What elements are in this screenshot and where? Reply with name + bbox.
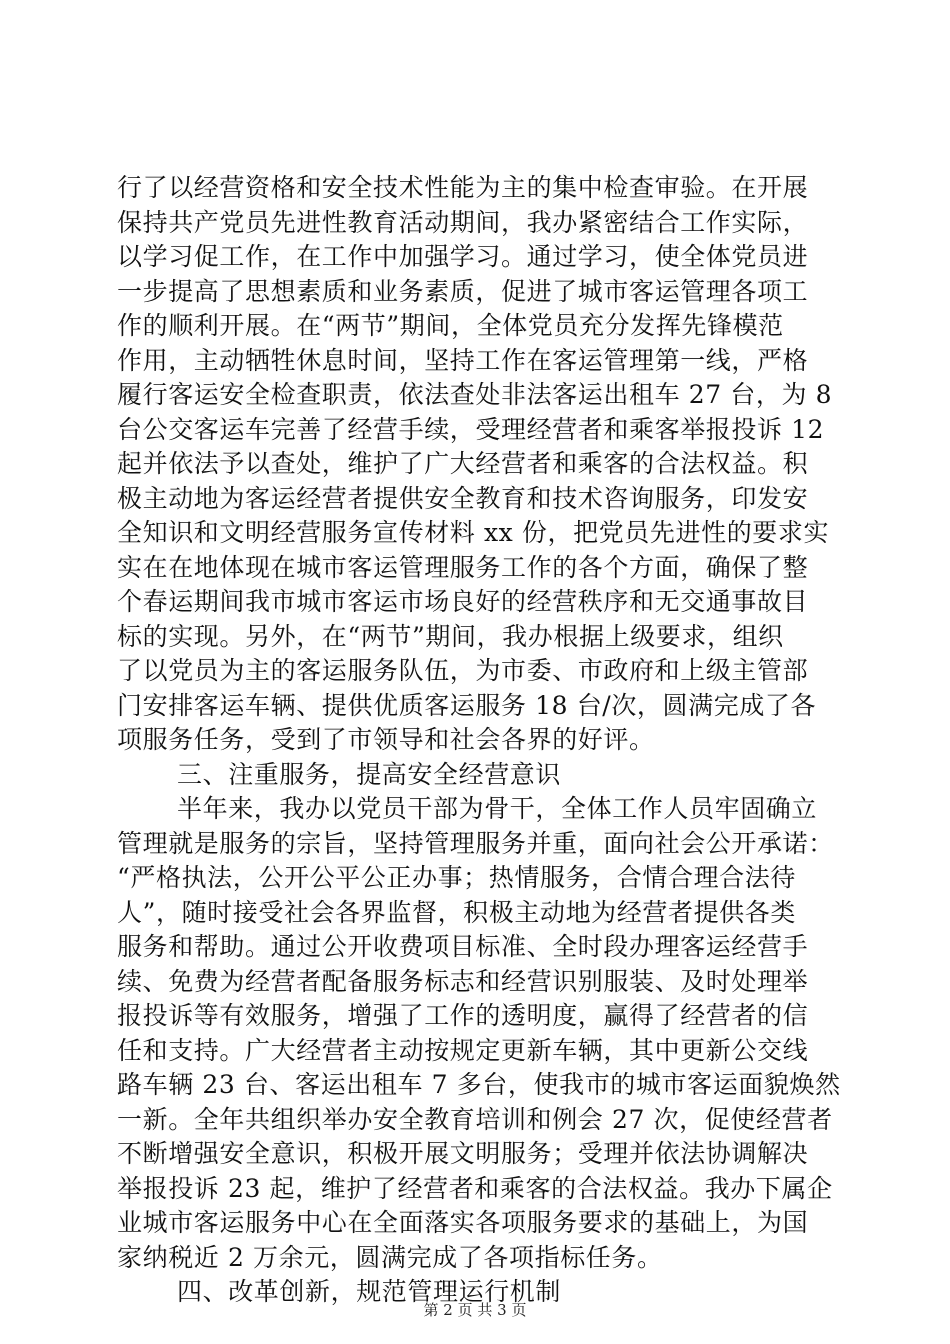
text-line: 台公交客运车完善了经营手续，受理经营者和乘客举报投诉 12 <box>117 414 825 444</box>
text-line: 个春运期间我市城市客运市场良好的经营秩序和无交通事故目 <box>117 587 809 616</box>
text-line: 不断增强安全意识，积极开展文明服务；受理并依法协调解决 <box>117 1139 809 1168</box>
text-line: 人”，随时接受社会各界监督，积极主动地为经营者提供各类 <box>117 897 796 927</box>
text-line: 极主动地为客运经营者提供安全教育和技术咨询服务，印发安 <box>117 483 809 513</box>
text-line: 作用，主动牺牲休息时间，坚持工作在客运管理第一线，严格 <box>117 345 809 375</box>
paragraph-heading-line: 三、注重服务，提高安全经营意识 <box>177 759 562 789</box>
text-line: 任和支持。广大经营者主动按规定更新车辆，其中更新公交线 <box>117 1035 809 1065</box>
text-line: 管理就是服务的宗旨，坚持管理服务并重，面向社会公开承诺： <box>117 828 834 858</box>
page-footer: 第 2 页 共 3 页 <box>423 1301 527 1319</box>
paragraph-heading-line: 四、改革创新，规范管理运行机制 <box>177 1277 562 1306</box>
text-line: 以学习促工作，在工作中加强学习。通过学习，使全体党员进 <box>117 242 809 271</box>
text-line: 业城市客运服务中心在全面落实各项服务要求的基础上，为国 <box>117 1208 809 1237</box>
text-line: 行了以经营资格和安全技术性能为主的集中检查审验。在开展 <box>117 173 809 202</box>
text-line: “严格执法，公开公平公正办事；热情服务，合情合理合法待 <box>117 863 796 892</box>
document-body <box>117 171 841 1310</box>
text-line: 履行客运安全检查职责，依法查处非法客运出租车 27 台，为 8 <box>117 380 833 409</box>
text-line: 实在在地体现在城市客运管理服务工作的各个方面，确保了整 <box>117 552 809 582</box>
text-line: 标的实现。另外，在“两节”期间，我办根据上级要求，组织 <box>117 621 784 651</box>
text-line: 起并依法予以查处，维护了广大经营者和乘客的合法权益。积 <box>117 449 809 478</box>
text-line: 作的顺利开展。在“两节”期间，全体党员充分发挥先锋模范 <box>117 311 784 340</box>
text-line: 续、免费为经营者配备服务标志和经营识别服装、及时处理举 <box>117 966 809 996</box>
text-line: 举报投诉 23 起，维护了经营者和乘客的合法权益。我办下属企 <box>117 1173 833 1203</box>
text-line: 全知识和文明经营服务宣传材料 xx 份，把党员先进性的要求实 <box>117 518 830 547</box>
text-line: 一步提高了思想素质和业务素质，促进了城市客运管理各项工 <box>117 276 809 306</box>
text-line: 报投诉等有效服务，增强了工作的透明度，赢得了经营者的信 <box>117 1001 809 1030</box>
text-line: 保持共产党员先进性教育活动期间，我办紧密结合工作实际， <box>117 207 809 237</box>
paragraph-heading-line: 半年来，我办以党员干部为骨干，全体工作人员牢固确立 <box>177 794 818 823</box>
text-line: 路车辆 23 台、客运出租车 7 多台，使我市的城市客运面貌焕然 <box>117 1070 841 1099</box>
text-line: 项服务任务，受到了市领导和社会各界的好评。 <box>117 725 655 754</box>
text-line: 了以党员为主的客运服务队伍，为市委、市政府和上级主管部 <box>117 656 809 685</box>
text-line: 一新。全年共组织举办安全教育培训和例会 27 次，促使经营者 <box>117 1104 833 1134</box>
text-line: 家纳税近 2 万余元，圆满完成了各项指标任务。 <box>117 1242 663 1272</box>
text-line: 门安排客运车辆、提供优质客运服务 18 台/次，圆满完成了各 <box>117 690 817 720</box>
text-line: 服务和帮助。通过公开收费项目标准、全时段办理客运经营手 <box>117 932 809 961</box>
